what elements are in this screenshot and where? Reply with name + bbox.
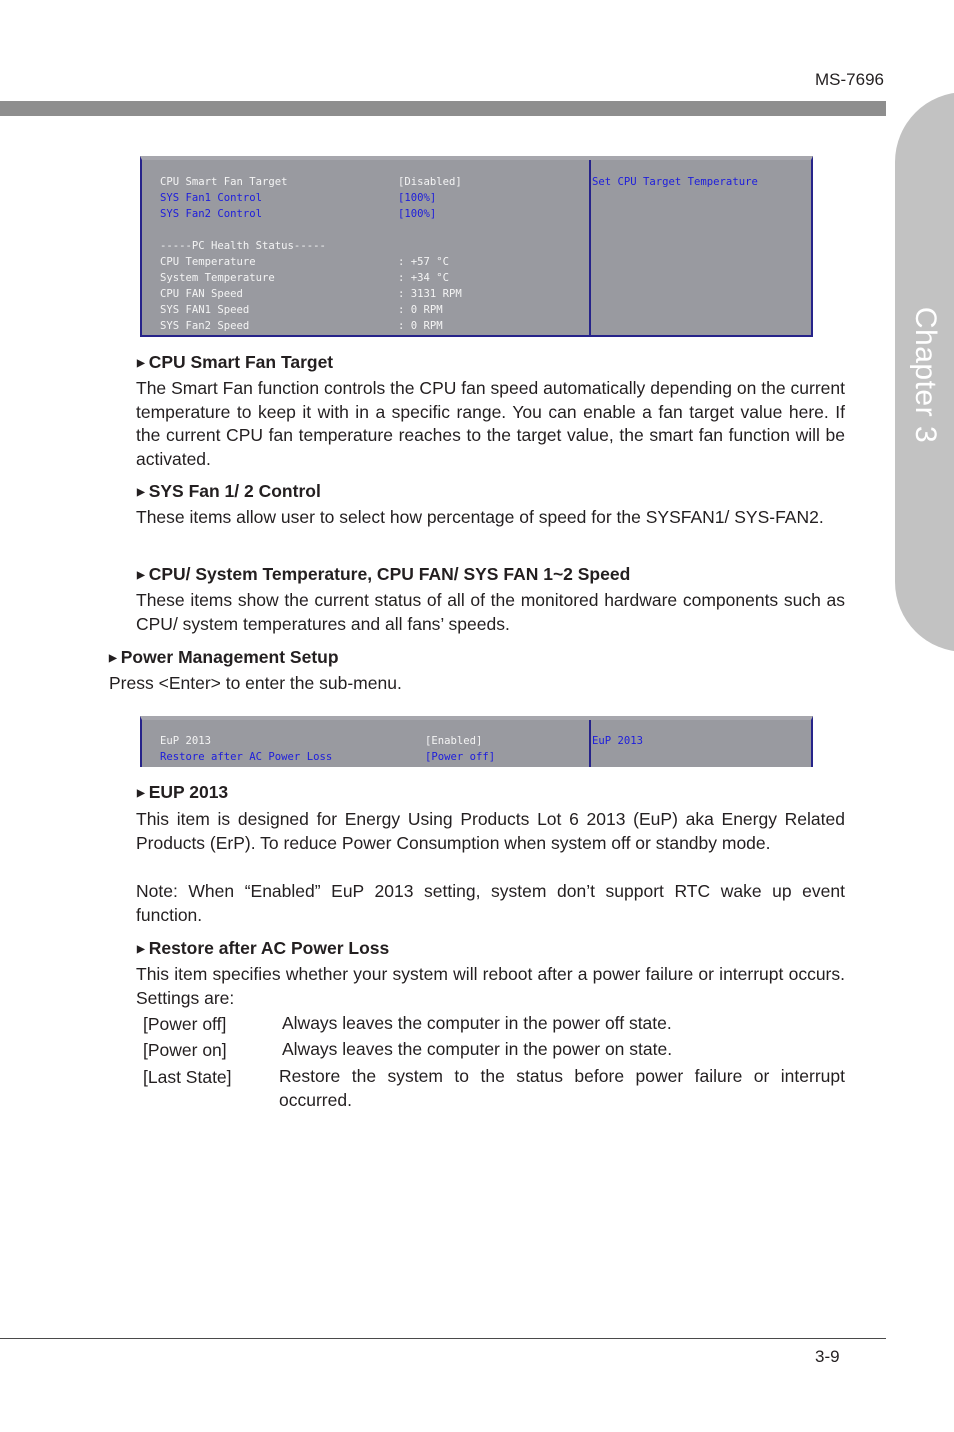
header-bar [0, 101, 886, 116]
bios-row-label: SYS FAN1 Speed [160, 304, 250, 316]
page-number: 3-9 [815, 1347, 840, 1366]
bios-divider [589, 720, 591, 767]
section-body-power-management: Press <Enter> to enter the sub-menu. [109, 673, 402, 693]
option-desc-power-off: Always leaves the computer in the power off state. [282, 1013, 672, 1033]
bios-row-label: CPU Smart Fan Target [160, 176, 288, 188]
section-title-power-management: ▶ Power Management Setup [109, 647, 339, 667]
bios-fan-screenshot [140, 156, 813, 337]
item-title-temperature-speed: ▶ CPU/ System Temperature, CPU FAN/ SYS FAN 1~2 Speed [137, 564, 631, 584]
bios-section-label: -----PC Health Status----- [160, 240, 326, 252]
bios-row-value: : 0 RPM [398, 304, 443, 316]
option-label-power-on: [Power on] [143, 1040, 227, 1060]
item-body-temperature-speed: These items show the current status of all of the monitored hardware components such as CPU/ system temperatures and all fans’ speeds. [136, 590, 845, 634]
bios-row-value: [Disabled] [398, 176, 462, 188]
bios-row-label: SYS Fan2 Speed [160, 320, 250, 332]
footer-rule [0, 1338, 886, 1339]
bios-divider [589, 160, 591, 335]
bios-row-value: : +57 °C [398, 256, 450, 268]
item-body-restore: This item specifies whether your system will reboot after a power failure or interrupt occurs. Settings are: [136, 964, 845, 1008]
triangle-bullet-icon: ▶ [137, 570, 145, 581]
bios-row-value: [100%] [398, 208, 437, 220]
bios-row-value: : 0 RPM [398, 320, 443, 332]
item-note-eup: Note: When “Enabled” EuP 2013 setting, system don’t support RTC wake up event function. [136, 881, 845, 925]
item-title-eup: ▶ EUP 2013 [137, 782, 229, 802]
bios-power-screenshot [140, 716, 813, 767]
item-title-sys-fan-control: ▶ SYS Fan 1/ 2 Control [137, 481, 321, 501]
triangle-bullet-icon: ▶ [109, 653, 117, 664]
bios-row-value: : 3131 RPM [398, 288, 462, 300]
bios-row-label: CPU Temperature [160, 256, 256, 268]
bios-help-text: Set CPU Target Temperature [592, 176, 758, 188]
bios-row-value: : +34 °C [398, 272, 450, 284]
triangle-bullet-icon: ▶ [137, 358, 145, 369]
triangle-bullet-icon: ▶ [137, 487, 145, 498]
item-body-sys-fan-control: These items allow user to select how percentage of speed for the SYSFAN1/ SYS-FAN2. [136, 507, 824, 527]
bios-row-value: [Power off] [425, 751, 496, 763]
option-label-last-state: [Last State] [143, 1067, 232, 1087]
option-desc-power-on: Always leaves the computer in the power on state. [282, 1039, 673, 1059]
chapter-tab-label: Chapter 3 [909, 306, 942, 444]
bios-row-label: System Temperature [160, 272, 275, 284]
triangle-bullet-icon: ▶ [137, 788, 145, 799]
bios-row-label: Restore after AC Power Loss [160, 751, 333, 763]
item-body-cpu-smart-fan: The Smart Fan function controls the CPU fan speed automatically depending on the current temperature to keep it with in a specific range. You can enable a fan target value here. If the current CPU fan temperature reaches to the target value, the smart fan function will be activated. [136, 378, 845, 469]
bios-row-value: [Enabled] [425, 735, 483, 747]
bios-row-label: CPU FAN Speed [160, 288, 243, 300]
bios-row-label: EuP 2013 [160, 735, 212, 747]
bios-help-text: EuP 2013 [592, 735, 644, 747]
triangle-bullet-icon: ▶ [137, 944, 145, 955]
option-desc-last-state: Restore the system to the status before power failure or interrupt occurred. [279, 1066, 845, 1110]
bios-row-label: SYS Fan2 Control [160, 208, 263, 220]
item-title-restore: ▶ Restore after AC Power Loss [137, 938, 390, 958]
bios-row-label: SYS Fan1 Control [160, 192, 263, 204]
item-body-eup: This item is designed for Energy Using Products Lot 6 2013 (EuP) aka Energy Related Products (ErP). To reduce Power Consumption when system off or standby mode. [136, 809, 845, 853]
item-title-cpu-smart-fan: ▶ CPU Smart Fan Target [137, 352, 334, 372]
option-label-power-off: [Power off] [143, 1014, 227, 1034]
model-number: MS-7696 [815, 70, 884, 89]
bios-row-value: [100%] [398, 192, 437, 204]
